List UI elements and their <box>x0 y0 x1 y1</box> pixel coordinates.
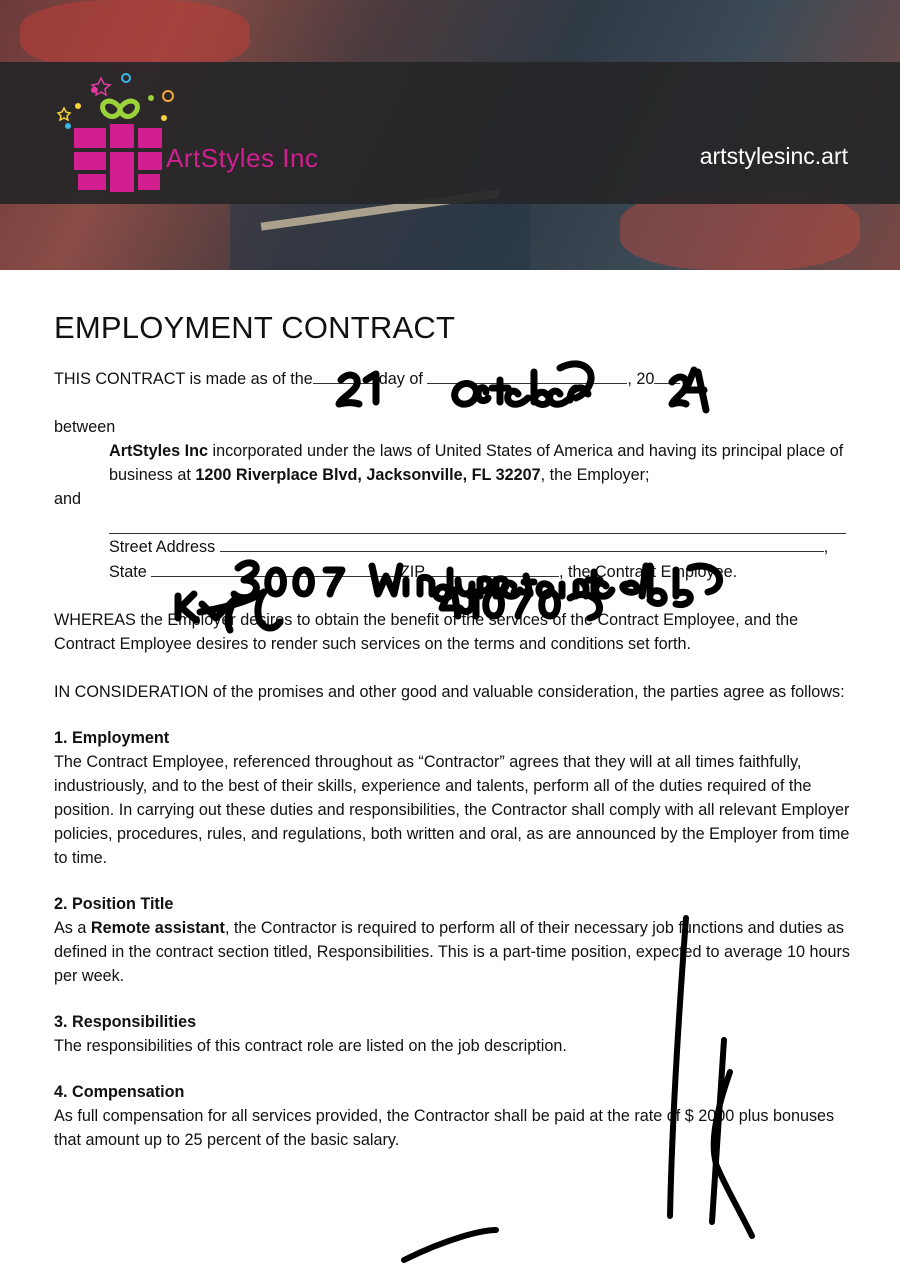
contract-date-line: THIS CONTRACT is made as of the day of , 20 <box>54 366 854 391</box>
section-text-employment: The Contract Employee, referenced throughout as “Contractor” agrees that they will at all times faithfully, industriously, and to the best of their skills, experience and talents, perform all of the duties required of the position. In carrying out these duties and responsibilities, the Contractor shall comply with all relevant Employer policies, procedures, rules, and regulations, both written and oral, as are announced by the Employer from time to time. <box>54 753 850 867</box>
section-title-compensation: 4. Compensation <box>54 1083 185 1101</box>
gift-box-icon <box>56 68 186 198</box>
day-field[interactable] <box>313 366 379 384</box>
state-zip-line: State ZIP , the Contract Employee. <box>109 559 854 584</box>
section-text-compensation: As full compensation for all services provided, the Contractor shall be paid at the rate of $ 2000 plus bonuses that amount up to 25 percent of the basic salary. <box>54 1107 835 1149</box>
section-title-position: 2. Position Title <box>54 895 174 913</box>
year-field[interactable] <box>654 366 680 384</box>
employee-name-field[interactable] <box>109 511 846 534</box>
banner-photo-ribbon <box>20 0 250 70</box>
section-title-responsibilities: 3. Responsibilities <box>54 1013 197 1031</box>
whereas-paragraph: WHEREAS the Employer desires to obtain the benefit of the services of the Contract Employee, and the Contract Employee desires to render such services on the terms and conditions set forth. <box>54 611 799 653</box>
and-label: and <box>54 490 82 508</box>
contract-body <box>54 300 854 1152</box>
page-title: EMPLOYMENT CONTRACT <box>54 310 456 345</box>
section-text-responsibilities: The responsibilities of this contract role are listed on the job description. <box>54 1037 567 1055</box>
month-field[interactable] <box>427 366 627 384</box>
zip-field[interactable] <box>425 559 559 577</box>
between-label: between <box>54 418 116 436</box>
section-text-position: As a Remote assistant, the Contractor is required to perform all of their necessary job functions and duties as defined in the contract section titled, Responsibilities. This is a part-time position, expected to average 10 hours per week. <box>54 919 851 985</box>
street-address-line: Street Address , <box>109 534 854 559</box>
state-field[interactable] <box>151 559 395 577</box>
brand-name: ArtStyles Inc <box>166 143 319 173</box>
section-title-employment: 1. Employment <box>54 729 170 747</box>
employer-clause: ArtStyles Inc incorporated under the laws of United States of America and having its principal place of business at 1200 Riverplace Blvd, Jacksonville, FL 32207, the Employer; <box>109 442 844 484</box>
consideration-paragraph: IN CONSIDERATION of the promises and other good and valuable consideration, the parties agree as follows: <box>54 683 845 701</box>
website-link[interactable]: artstylesinc.art <box>699 143 848 169</box>
street-address-field[interactable] <box>220 534 824 552</box>
